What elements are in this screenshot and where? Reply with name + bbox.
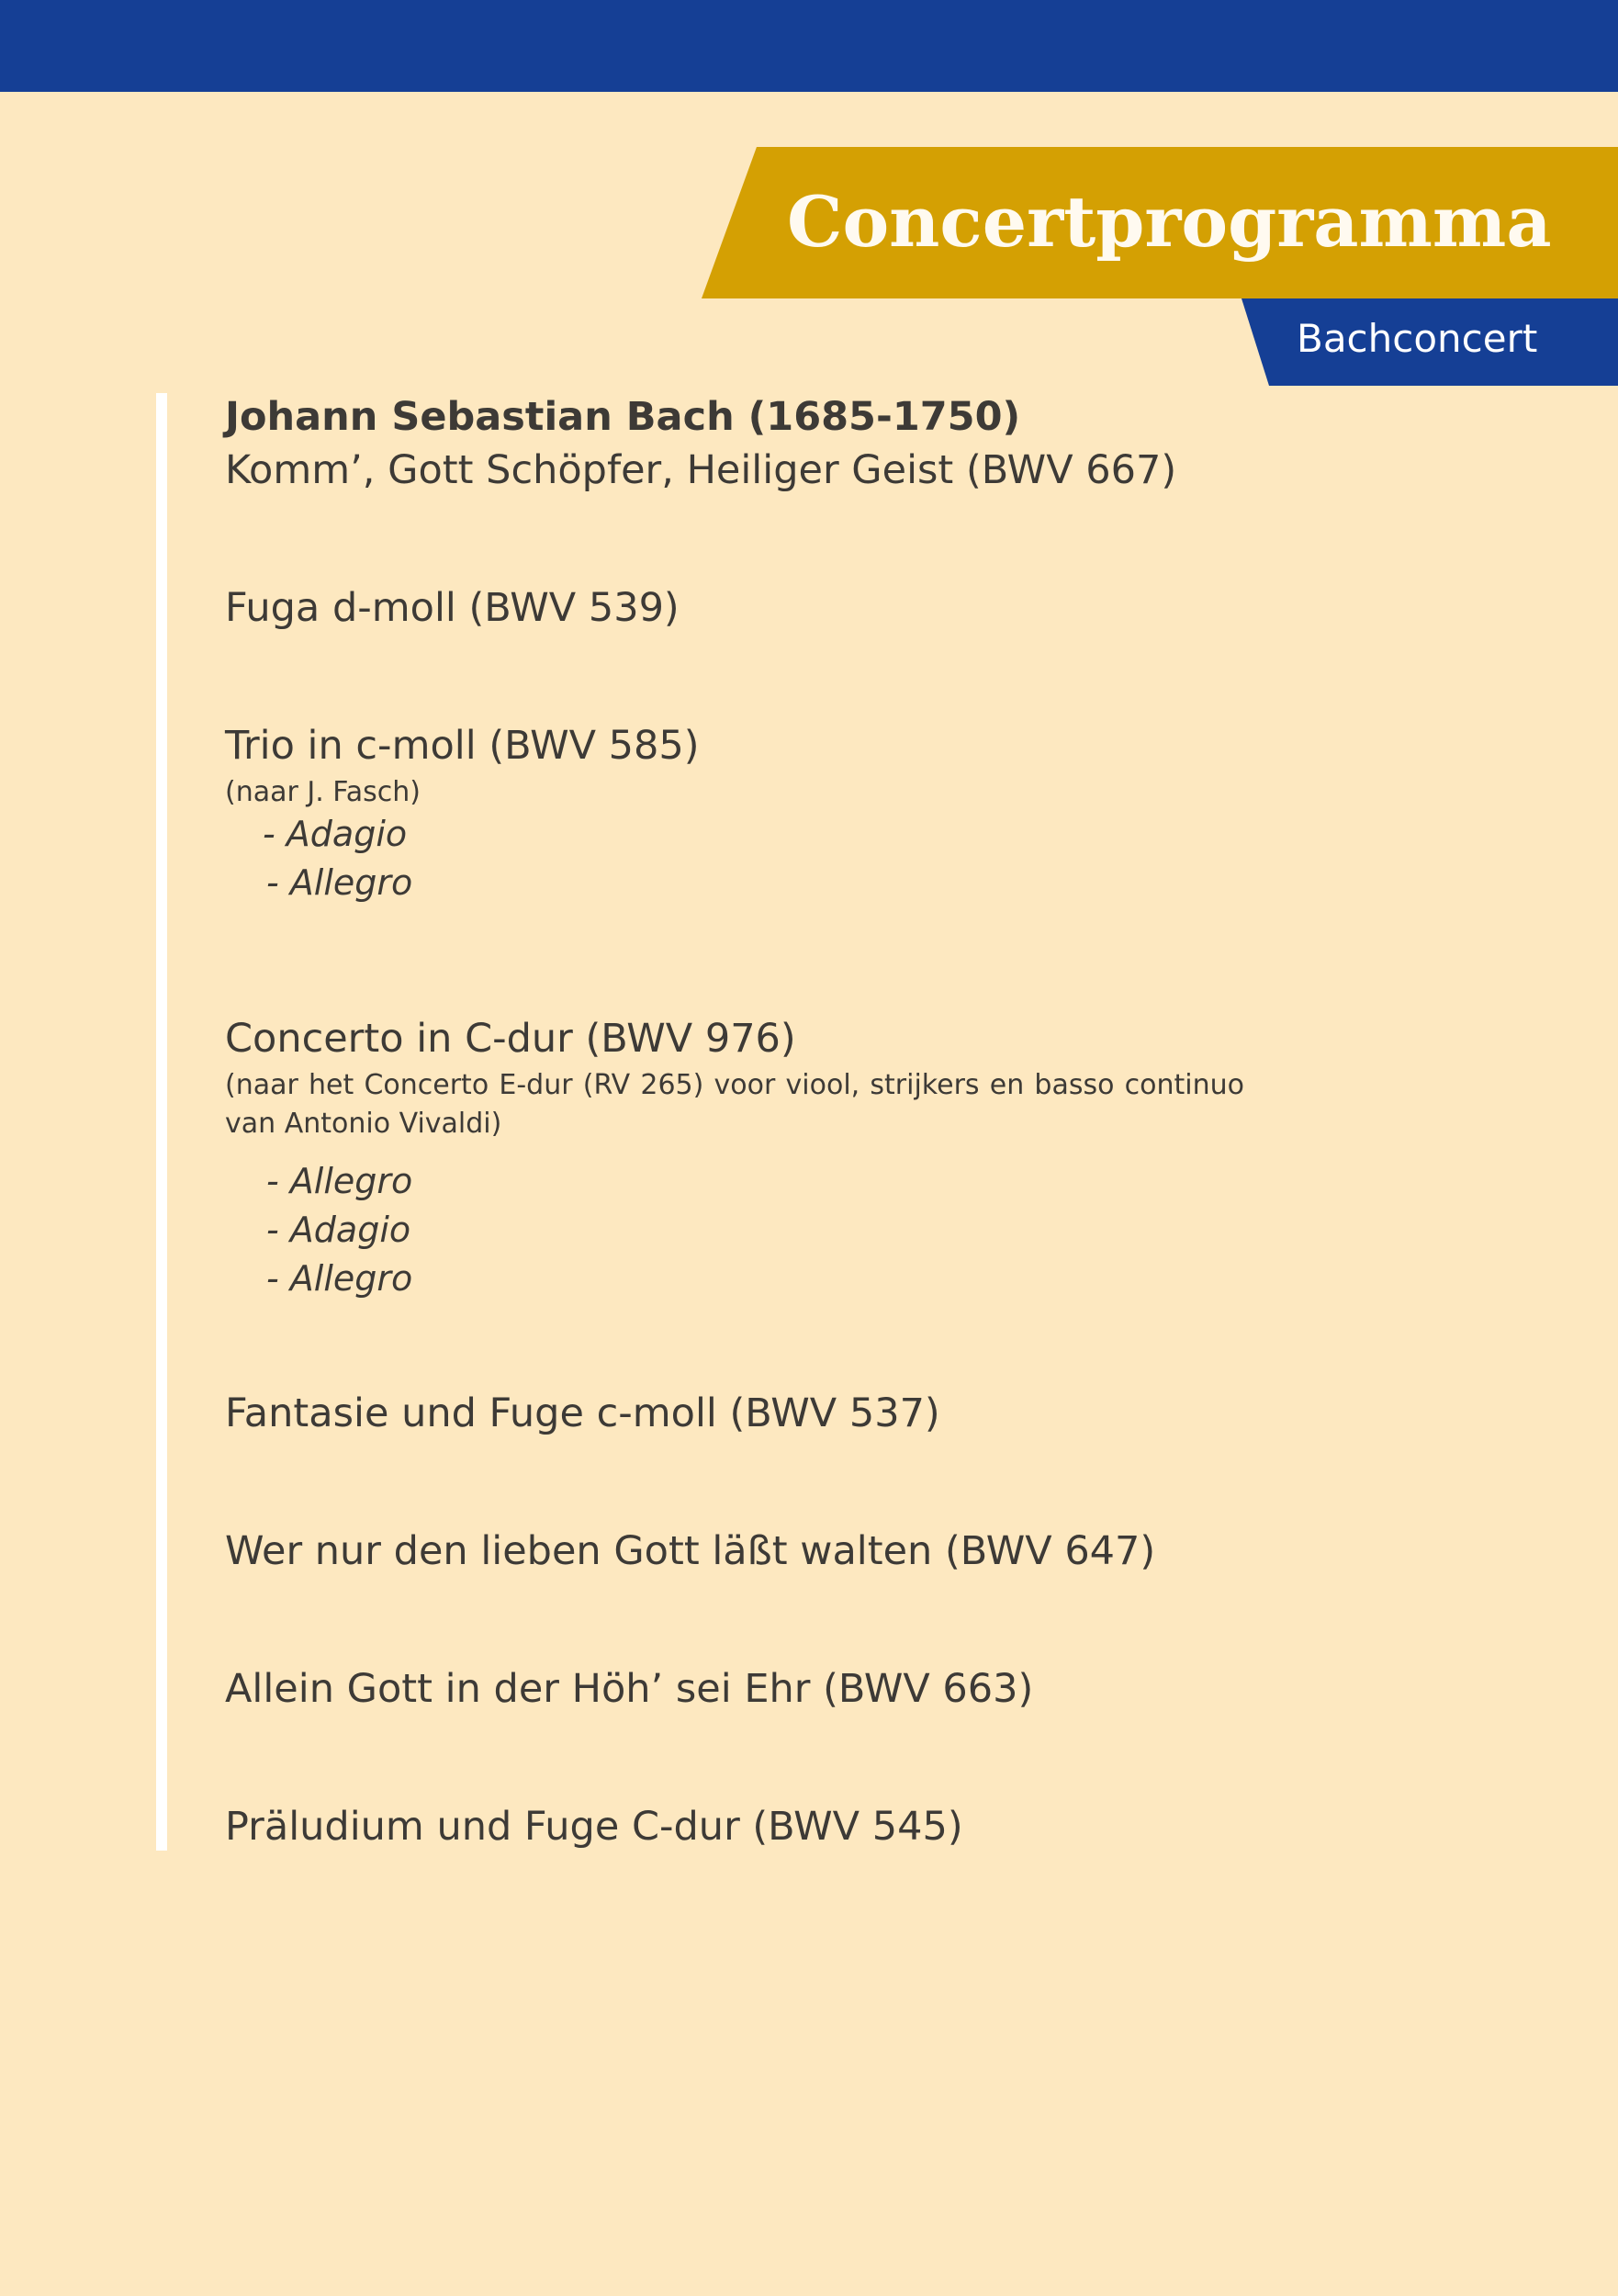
program-item-3-title: Trio in c-moll (BWV 585) — [225, 723, 700, 769]
program-item-3-movement-1: - Adagio — [263, 814, 408, 854]
program-item-4-movement-2: - Adagio — [266, 1210, 411, 1250]
program-item-4-movement-1: - Allegro — [266, 1161, 413, 1201]
program-item-3-movement-2: - Allegro — [266, 862, 413, 903]
composer-name: Johann Sebastian Bach (1685-1750) — [225, 394, 1021, 440]
program-item-4-title: Concerto in C-dur (BWV 976) — [225, 1016, 796, 1062]
page-title: Concertprogramma — [787, 181, 1552, 263]
top-header-bar — [0, 0, 1618, 92]
program-item-6-title: Wer nur den lieben Gott läßt walten (BWV 647) — [225, 1528, 1156, 1574]
vertical-accent-rule — [156, 393, 167, 1851]
program-item-2-title: Fuga d-moll (BWV 539) — [225, 585, 680, 631]
page-subtitle: Bachconcert — [1297, 316, 1538, 361]
program-item-5-title: Fantasie und Fuge c-moll (BWV 537) — [225, 1390, 940, 1436]
program-item-1-title: Komm’, Gott Schöpfer, Heiliger Geist (BWV 667) — [225, 447, 1177, 493]
program-item-4-note: (naar het Concerto E-dur (RV 265) voor viool, strijkers en basso continuo van Antonio Vivaldi) — [225, 1069, 1244, 1140]
program-item-8-title: Präludium und Fuge C-dur (BWV 545) — [225, 1804, 963, 1850]
program-item-3-note: (naar J. Fasch) — [225, 776, 421, 808]
program-item-4-movement-3: - Allegro — [266, 1258, 413, 1299]
program-item-7-title: Allein Gott in der Höh’ sei Ehr (BWV 663) — [225, 1666, 1034, 1712]
